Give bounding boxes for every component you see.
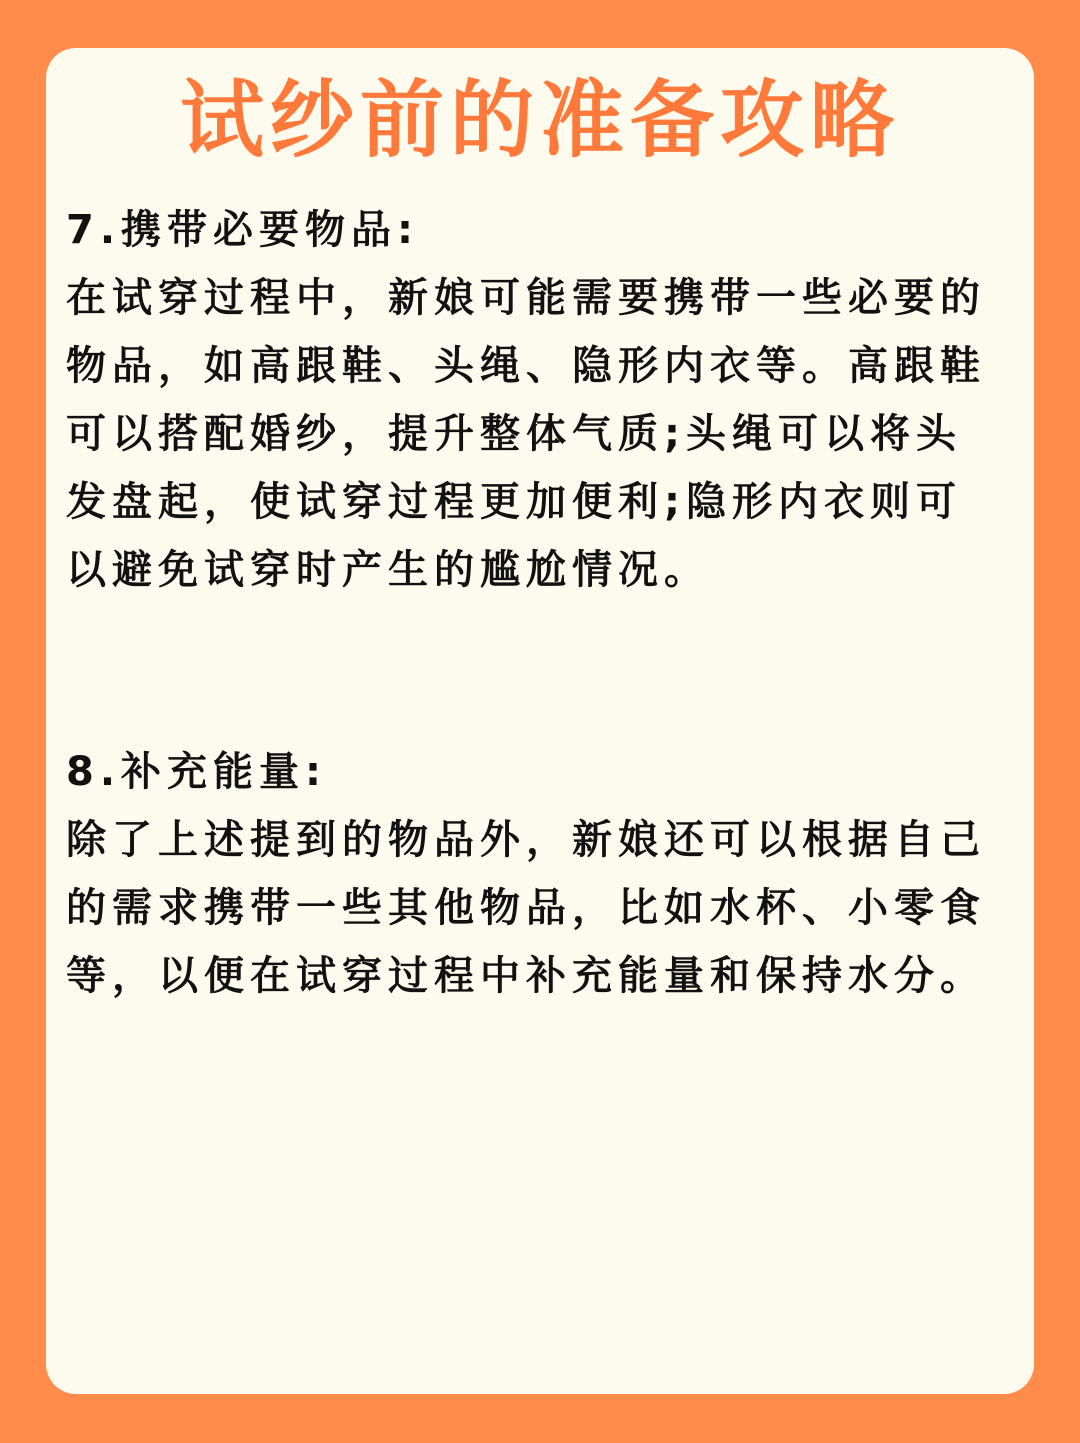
page-title: 试纱前的准备攻略: [179, 71, 900, 169]
section-heading: 8.补充能量:: [66, 749, 328, 795]
section-body: 在试穿过程中，新娘可能需要携带一些必要的物品，如高跟鞋、头绳、隐形内衣等。高跟鞋可以搭配婚纱，提升整体气质;头绳可以将头发盘起，使试穿过程更加便利;隐形内衣则可以避免试穿时产生的尴尬情况。: [66, 275, 986, 593]
section-body: 除了上述提到的物品外，新娘还可以根据自己的需求携带一些其他物品，比如水杯、小零食等，以便在试穿过程中补充能量和保持水分。: [66, 817, 986, 999]
section-carry-items: [66, 196, 1002, 604]
section-heading: 7.携带必要物品:: [66, 207, 420, 253]
section-replenish-energy: [66, 738, 1002, 1010]
